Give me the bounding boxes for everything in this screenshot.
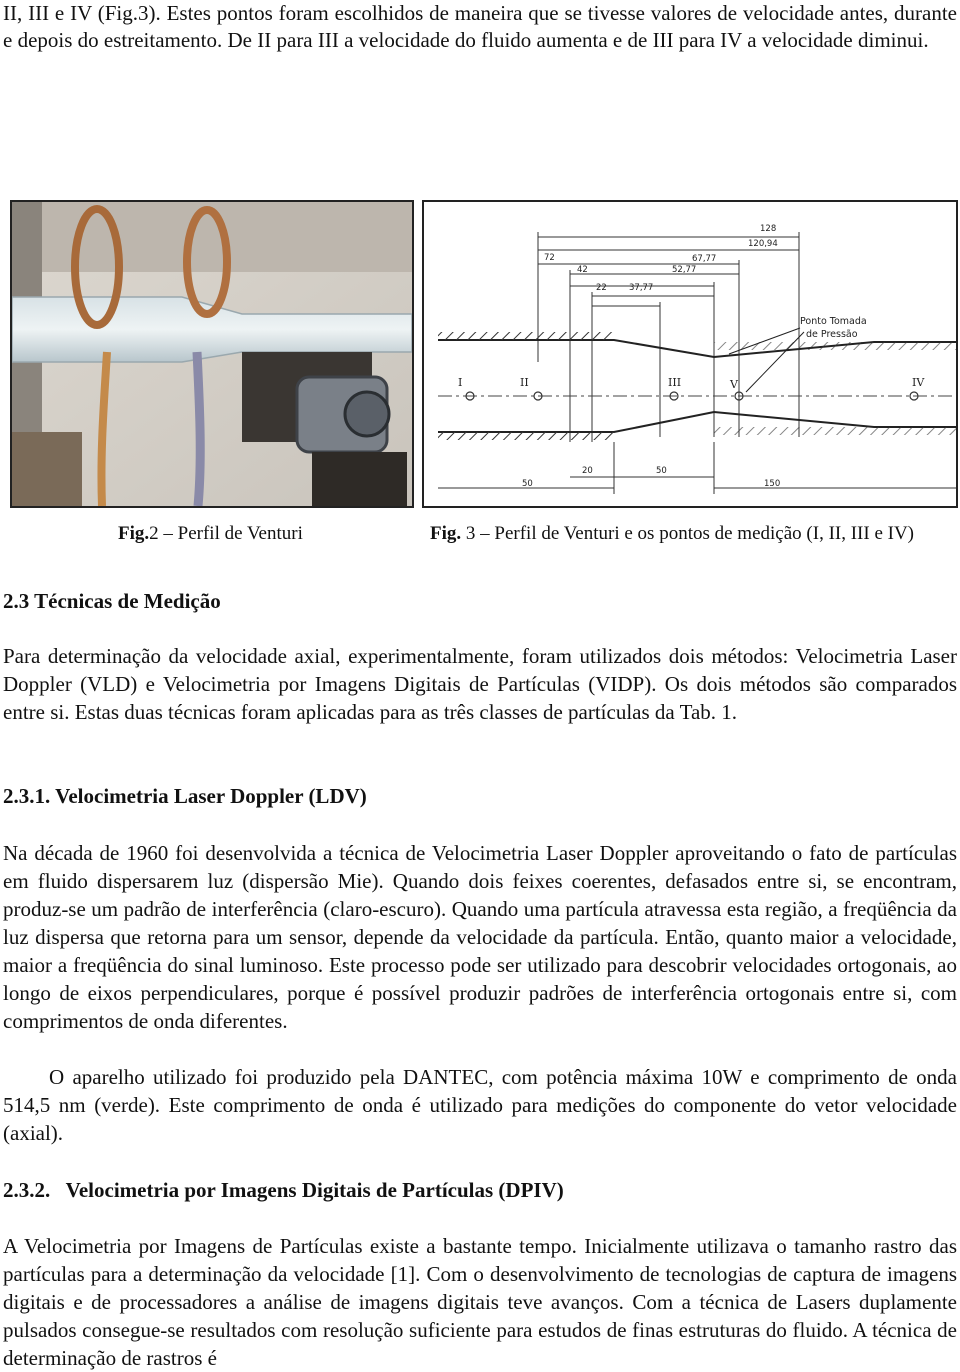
section-2-3-heading: 2.3 Técnicas de Medição: [3, 589, 221, 613]
fig3-caption: [430, 521, 914, 547]
dim-150: 150: [764, 479, 781, 489]
dim-50-left: 50: [522, 479, 533, 489]
dim-67-77: 67,77: [692, 254, 717, 264]
venturi-drawing: [424, 202, 956, 506]
fig2-caption-number: 2: [149, 523, 159, 544]
section-2-3-2-body: A Velocimetria por Imagens de Partículas existe a bastante tempo. Inicialmente utilizava o tamanho rastro das partículas para a determinação da velocidade [1]. Com o desenvolvimento de tecnologias de captura de imagens digitais e de processadores a análise de imagens digitais teve avanços. Com a técnica de Lasers duplamente pulsados consegue-se resultados com resolução suficiente para estudos de finas estruturas do fluido. A técnica de determinação de rastros é: [3, 1234, 957, 1370]
annotation-line-2: de Pressão: [806, 329, 858, 340]
fig2-caption-title: – Perfil de Venturi: [158, 523, 303, 544]
dim-22: 22: [596, 283, 607, 293]
section-2-3-1-body: Na década de 1960 foi desenvolvida a técnica de Velocimetria Laser Doppler aproveitando o fato de partículas em fluido dispersarem luz (dispersão Mie). Quando dois feixes coerentes, defasados entre si, se encontram, produz-se um padrão de interferência (claro-escuro). Quando uma partícula atravessa esta região, a freqüência da luz dispersa que retorna para um sensor, depende da velocidade da partícula. Então, quanto maior a velocidade, maior a freqüência do sinal luminoso. Este processo pode ser utilizado para descobrir velocidades ortogonais, ao longo de eixos perpendiculares, porque é possível produzir padrões de interferência ortogonais entre si, com comprimentos de onda diferentes.: [3, 841, 957, 1033]
point-IV-label: IV: [912, 376, 925, 389]
point-I-label: I: [458, 376, 463, 389]
section-2-3-1-heading: 2.3.1. Velocimetria Laser Doppler (LDV): [3, 784, 367, 808]
intro-paragraph: II, III e IV (Fig.3). Estes pontos foram escolhidos de maneira que se tivesse valores de velocidade antes, durante e depois do estreitamento. De II para III a velocidade do fluido aumenta e de III para IV a velocidade diminui.: [3, 1, 957, 52]
dim-50-mid: 50: [656, 466, 667, 476]
point-V-label: V: [730, 378, 738, 391]
point-II-label: II: [520, 376, 529, 389]
section-2-3-2-heading: 2.3.2. Velocimetria por Imagens Digitais de Partículas (DPIV): [3, 1178, 564, 1202]
dim-20: 20: [582, 466, 593, 476]
fig3-caption-label: Fig.: [430, 523, 462, 544]
fig2-caption-label: Fig.: [118, 523, 150, 544]
point-III-label: III: [668, 376, 682, 389]
dim-128: 128: [760, 224, 777, 234]
fig2-caption: [118, 521, 303, 547]
dim-72: 72: [544, 253, 555, 263]
fig3-caption-number: 3: [461, 523, 476, 544]
dim-42: 42: [577, 265, 588, 275]
venturi-drawing-figure: [422, 200, 958, 508]
fig3-caption-title: – Perfil de Venturi e os pontos de medição (I, II, III e IV): [475, 523, 915, 544]
venturi-photo-figure: [10, 200, 414, 508]
annotation-line-1: Ponto Tomada: [800, 316, 867, 327]
section-2-3-body: Para determinação da velocidade axial, experimentalmente, foram utilizados dois métodos: Velocimetria Laser Doppler (VLD) e Velocimetria por Imagens Digitais de Partículas (VIDP). Os dois métodos são comparados entre si. Estas duas técnicas foram aplicadas para as três classes de partículas da Tab. 1.: [3, 644, 957, 724]
dim-52-77: 52,77: [672, 265, 697, 275]
venturi-photo: [12, 202, 412, 506]
dim-120-94: 120,94: [748, 239, 778, 249]
dim-37-77: 37,77: [629, 283, 654, 293]
section-2-3-1-body-2: O aparelho utilizado foi produzido pela DANTEC, com potência máxima 10W e comprimento de onda 514,5 nm (verde). Este comprimento de onda é utilizado para medições do componente do vetor velocidade (axial).: [3, 1065, 957, 1145]
